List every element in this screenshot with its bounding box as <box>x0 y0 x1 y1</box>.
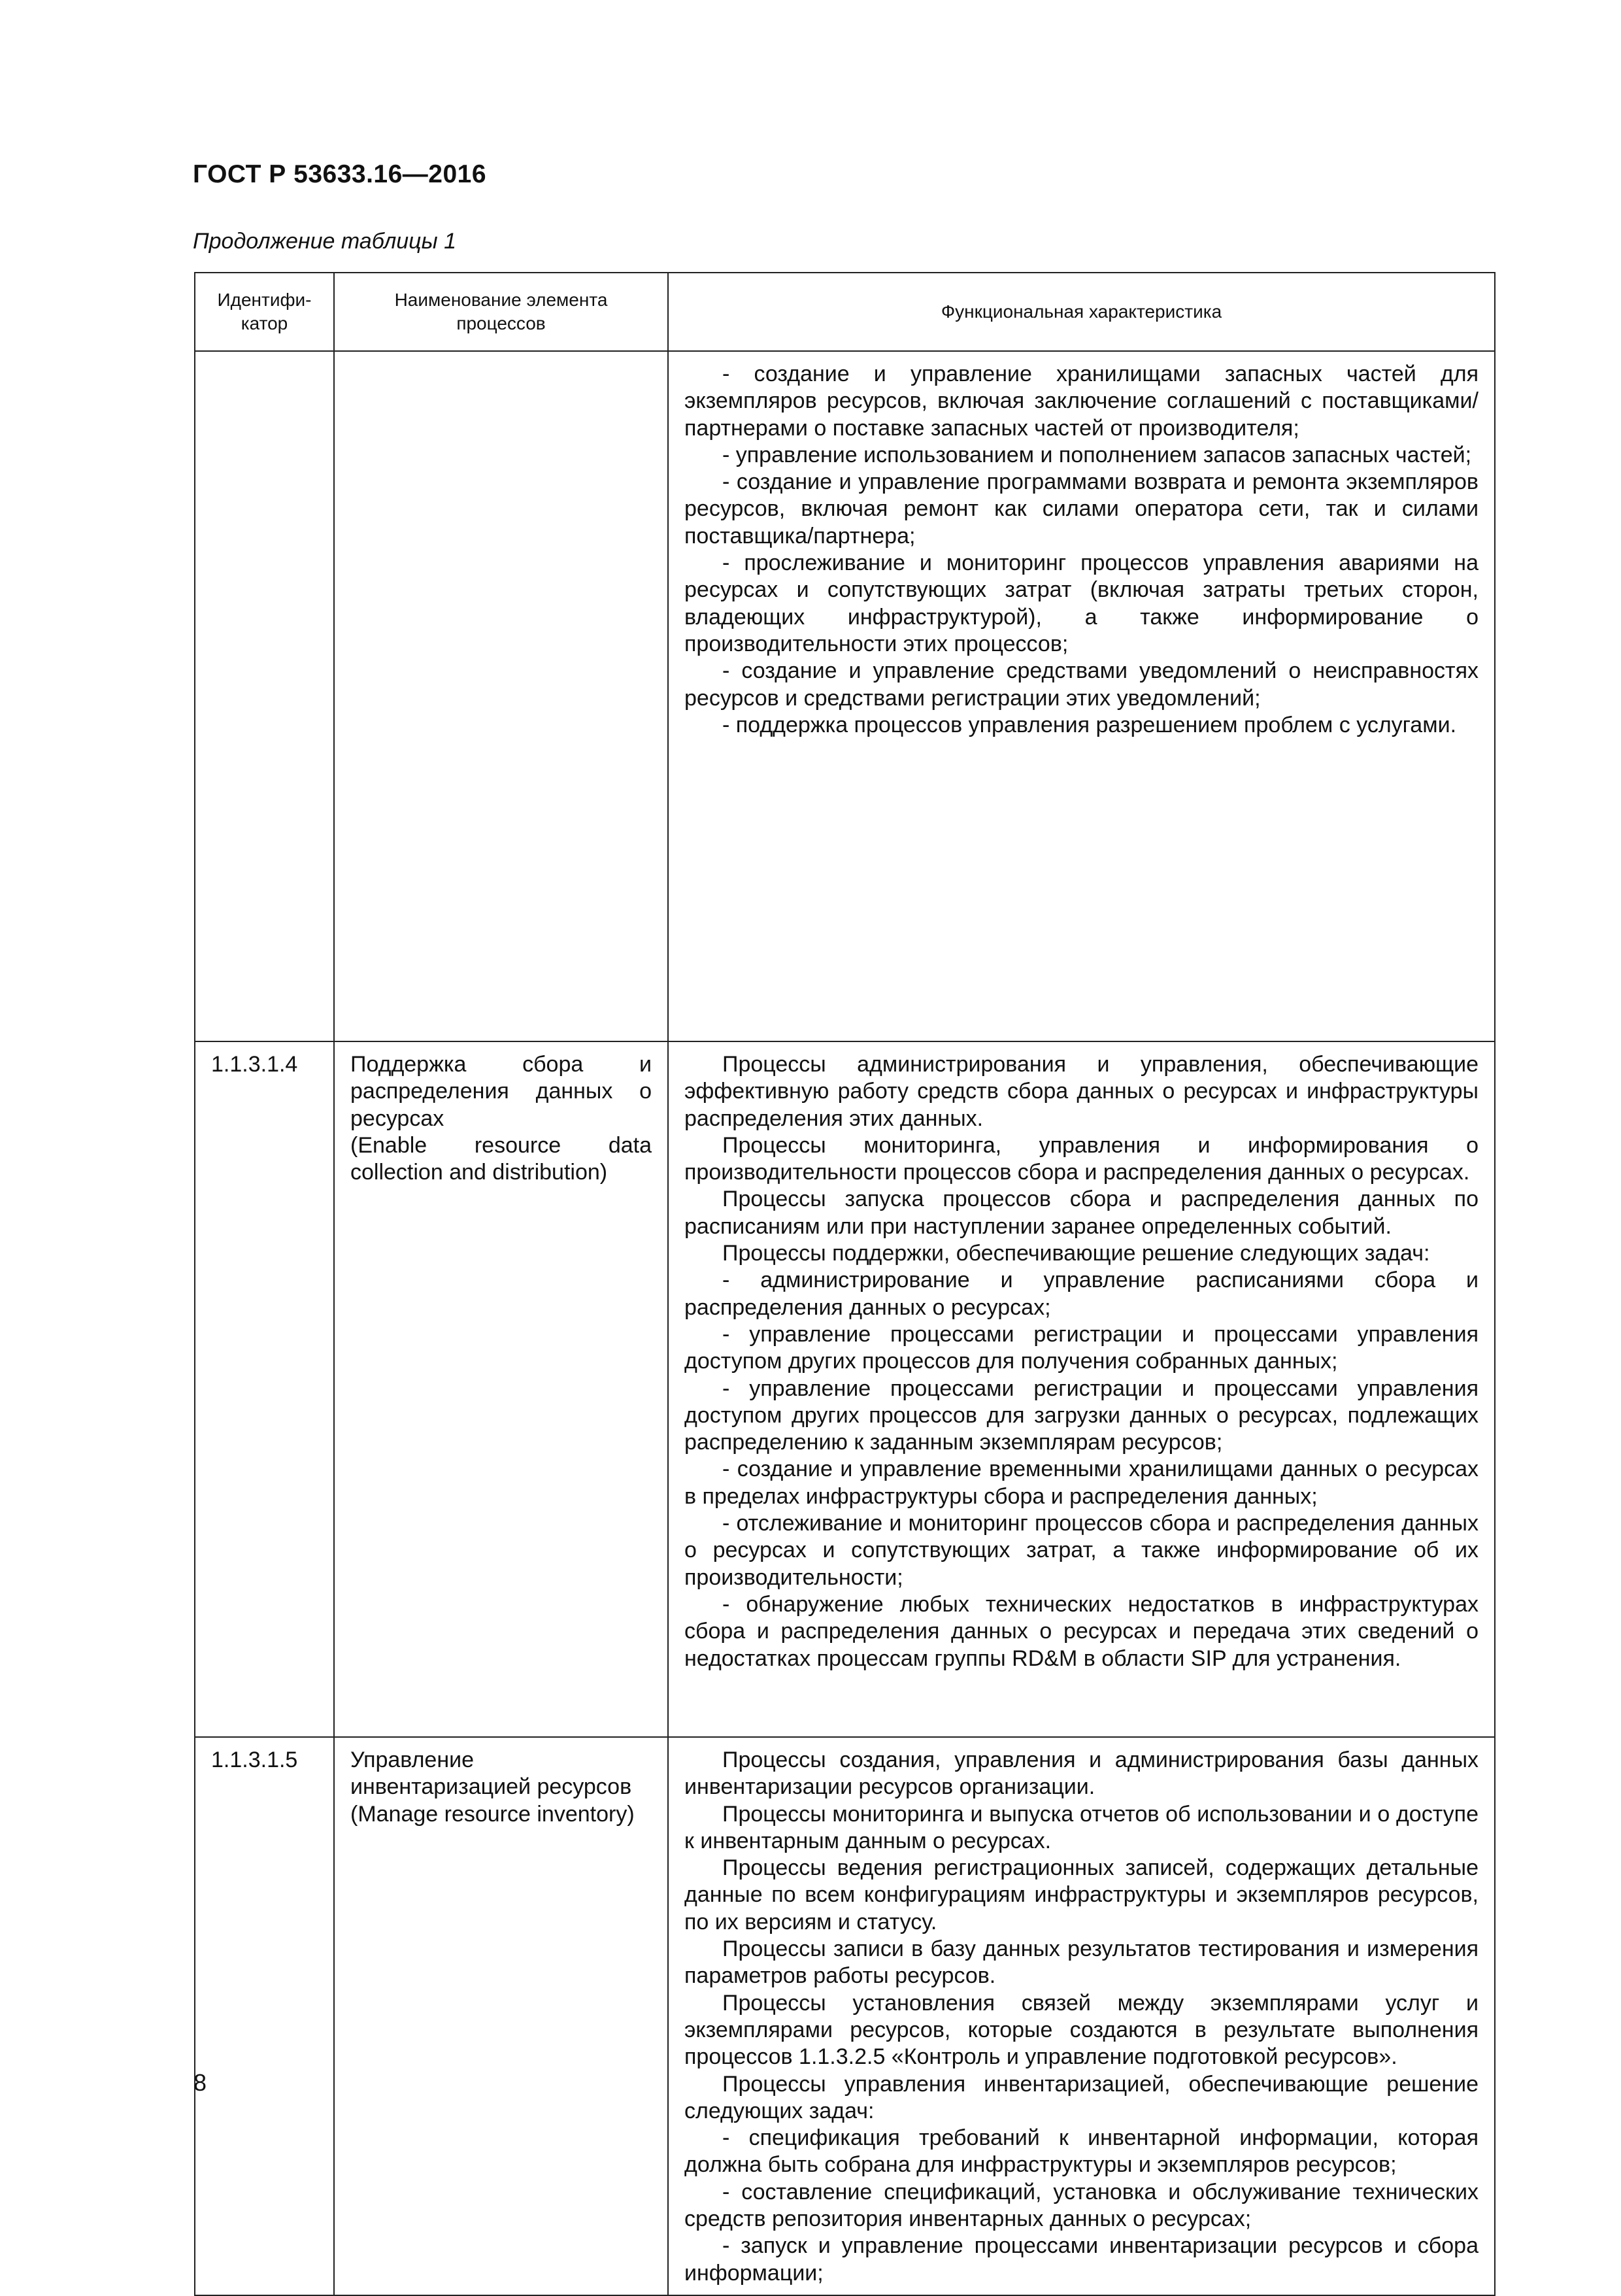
description-paragraph: - управление процессами регистрации и процессами управления доступом других процессов для получения собранных данных; <box>684 1321 1479 1374</box>
column-header-identifier: Идентифи- катор <box>195 273 334 351</box>
description-paragraph: Процессы запуска процессов сбора и распределения данных по расписаниям или при наступлении заранее определенных событий. <box>684 1187 1479 1239</box>
description-paragraph: Процессы установления связей между экземплярами услуг и экземплярами ресурсов, которые создаются в результате выполнения процессов 1.1.3.2.5 «Контроль и управление подготовкой ресурсов». <box>684 1990 1479 2070</box>
table-caption: Продолжение таблицы 1 <box>193 229 456 254</box>
column-header-functional-characteristic: Функциональная характеристика <box>668 273 1495 351</box>
description-paragraph: Процессы ведения регистрационных записей, содержащих детальные данные по всем конфигурациям инфраструктуры и экземпляров ресурсов, по их версиям и статусу. <box>684 1855 1479 1934</box>
row-description <box>668 351 1495 1041</box>
description-paragraph: Процессы создания, управления и администрирования базы данных инвентаризации ресурсов организации. <box>684 1747 1479 1800</box>
description-paragraph: Процессы управления инвентаризацией, обеспечивающие решение следующих задач: <box>684 2071 1479 2123</box>
table-header-row <box>195 273 1495 351</box>
description-paragraph: - администрирование и управление расписаниями сбора и распределения данных о ресурсах; <box>684 1268 1479 1320</box>
description-paragraph: Процессы записи в базу данных результатов тестирования и измерения параметров работы ресурсов. <box>684 1936 1479 1989</box>
description-paragraph: - создание и управление программами возврата и ремонта экземпляров ресурсов, включая ремонт как силами оператора сети, так и силами поставщика/партнера; <box>684 469 1479 549</box>
description-paragraph: - составление спецификаций, установка и обслуживание технических средств репозитория инвентарных данных о ресурсах; <box>684 2179 1479 2232</box>
row-identifier: 1.1.3.1.4 <box>195 1041 334 1737</box>
functional-table <box>194 272 1496 2296</box>
table-row <box>195 351 1495 1041</box>
column-header-process-name: Наименование элемента процессов <box>334 273 668 351</box>
description-paragraph: - отслеживание и мониторинг процессов сбора и распределения данных о ресурсах и сопутствующих затрат, а также информирование об их производительности; <box>684 1511 1479 1590</box>
process-name-ru: Управление инвентаризацией ресурсов <box>350 1747 632 1800</box>
description-paragraph: Процессы поддержки, обеспечивающие решение следующих задач: <box>722 1241 1430 1266</box>
description-paragraph: Процессы мониторинга, управления и информирования о производительности процессов сбора и распределения данных о ресурсах. <box>684 1132 1479 1185</box>
page-number: 8 <box>193 2069 207 2096</box>
process-name-ru: Поддержка сбора и распределения данных о ресурсах <box>350 1052 652 1131</box>
description-paragraph: - создание и управление временными хранилищами данных о ресурсах в пределах инфраструктуры сбора и распределения данных; <box>684 1457 1479 1509</box>
row-process-name <box>334 1737 668 2295</box>
description-paragraph: Процессы мониторинга и выпуска отчетов об использовании и о доступе к инвентарным данным о ресурсах. <box>684 1801 1479 1853</box>
process-name-en: (Manage resource inventory) <box>350 1801 635 1827</box>
row-identifier: 1.1.3.1.5 <box>195 1737 334 2295</box>
description-paragraph: - создание и управление средствами уведомлений о неисправностях ресурсов и средствами регистрации этих уведомлений; <box>684 658 1479 711</box>
description-paragraph: - поддержка процессов управления разрешением проблем с услугами. <box>722 712 1457 737</box>
table-row <box>195 1041 1495 1737</box>
process-name-en: (Enable resource data collection and distribution) <box>350 1132 652 1185</box>
row-description <box>668 1737 1495 2295</box>
row-process-name <box>334 351 668 1041</box>
description-paragraph: - прослеживание и мониторинг процессов управления авариями на ресурсах и сопутствующих затрат (включая затраты третьих сторон, владеющих инфраструктурой), а также информирование о производительности этих процессов; <box>684 550 1479 656</box>
row-description <box>668 1041 1495 1737</box>
table-row <box>195 1737 1495 2295</box>
description-paragraph: Процессы администрирования и управления, обеспечивающие эффективную работу средств сбора данных о ресурсах и инфраструктуры распределения этих данных. <box>684 1052 1479 1131</box>
description-paragraph: - управление использованием и пополнением запасов запасных частей; <box>722 442 1472 467</box>
row-identifier <box>195 351 334 1041</box>
description-paragraph: - обнаружение любых технических недостатков в инфраструктурах сбора и распределения данных о ресурсах и передача этих сведений о недостатках процессам группы RD&M в области SIP для устранения. <box>684 1591 1479 1671</box>
description-paragraph: - создание и управление хранилищами запасных частей для экземпляров ресурсов, включая заключение соглашений с поставщиками/партнерами о поставке запасных частей от производителя; <box>684 362 1479 441</box>
description-paragraph: - управление процессами регистрации и процессами управления доступом других процессов для загрузки данных о ресурсах, подлежащих распределению к заданным экземплярам ресурсов; <box>684 1376 1479 1455</box>
description-paragraph: - запуск и управление процессами инвентаризации ресурсов и сбора информации; <box>684 2233 1479 2286</box>
description-paragraph: - спецификация требований к инвентарной информации, которая должна быть собрана для инфраструктуры и экземпляров ресурсов; <box>684 2125 1479 2178</box>
document-code: ГОСТ Р 53633.16—2016 <box>193 160 487 188</box>
row-process-name <box>334 1041 668 1737</box>
